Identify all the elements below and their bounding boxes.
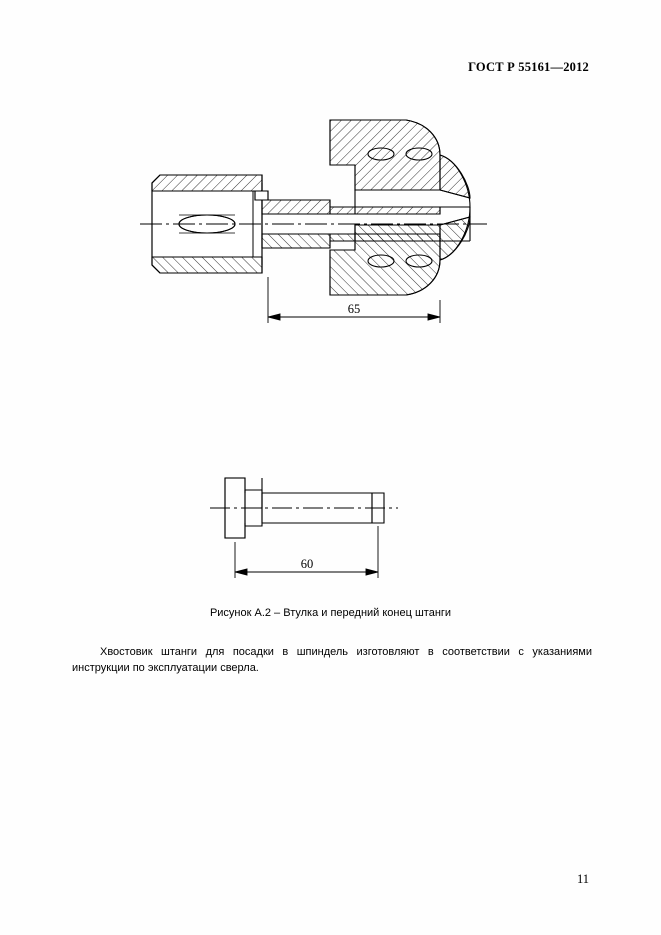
body-paragraph-text: Хвостовик штанги для посадки в шпиндель изготовляют в соответствии с указаниями инструкции по эксплуатации сверла. [72, 646, 592, 674]
page-number: 11 [576, 872, 589, 886]
figure-a2 [0, 95, 661, 595]
figure-caption: Рисунок А.2 – Втулка и передний конец штанги [209, 607, 452, 619]
bottom-drawing-dimension-label: 60 [300, 557, 314, 571]
body-paragraph [72, 645, 592, 676]
bushing-and-rod-front-end-section-view [0, 95, 661, 345]
document-standard-reference: ГОСТ Р 55161—2012 [468, 60, 589, 74]
rod-front-end-outline-view [0, 460, 661, 620]
top-drawing-dimension-label: 65 [347, 302, 361, 316]
